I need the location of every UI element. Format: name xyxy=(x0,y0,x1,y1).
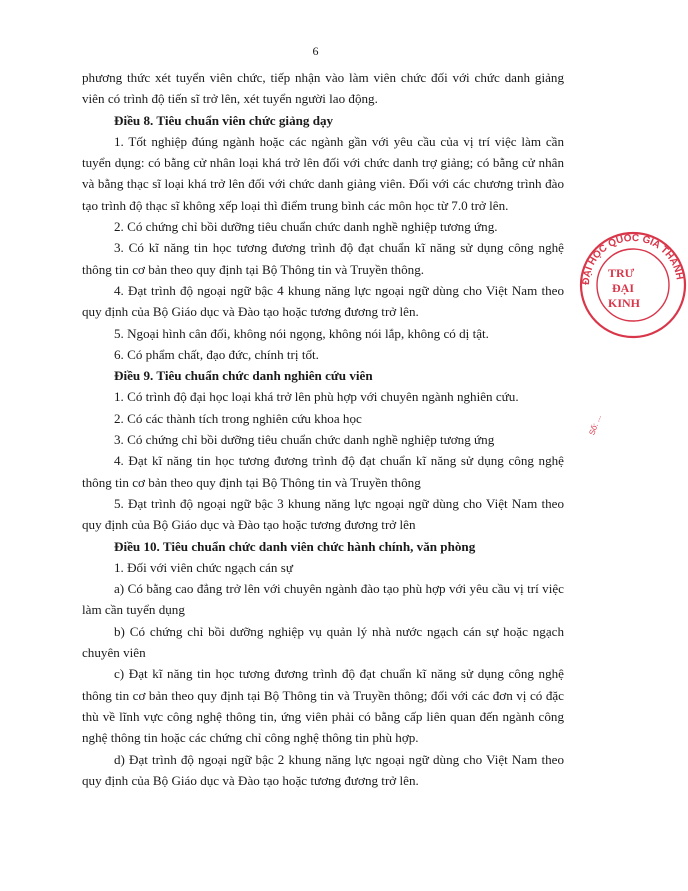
article-9-item-2: 2. Có các thành tích trong nghiên cứu khoa học xyxy=(114,410,362,426)
article-10-heading: Điều 10. Tiêu chuẩn chức danh viên chức hành chính, văn phòng xyxy=(114,538,476,554)
article-9-heading: Điều 9. Tiêu chuẩn chức danh nghiên cứu viên xyxy=(114,368,373,384)
article-9-item-3: 3. Có chứng chỉ bồi dưỡng tiêu chuẩn chức danh nghề nghiệp tương ứng xyxy=(114,432,495,448)
article-8-heading: Điều 8. Tiêu chuẩn viên chức giảng dạy xyxy=(114,112,334,128)
seal-inner-mid: ĐẠI xyxy=(612,281,635,295)
article-10-item-a: a) Có bằng cao đẳng trở lên với chuyên ngành đào tạo phù hợp với yêu cầu vị trí việc làm cần tuyển dụng xyxy=(82,581,564,618)
article-10-item-b: b) Có chứng chỉ bồi dưỡng nghiệp vụ quản lý nhà nước ngạch cán sự hoặc ngạch chuyên viên xyxy=(82,623,564,661)
seal-inner-bottom: KINH xyxy=(608,296,641,310)
article-10-sub-1: 1. Đối với viên chức ngạch cán sự xyxy=(114,559,293,575)
article-8-item-5: 5. Ngoại hình cân đối, không nói ngọng, không nói lắp, không có dị tật. xyxy=(114,325,489,341)
article-8-item-6: 6. Có phẩm chất, đạo đức, chính trị tốt. xyxy=(114,346,319,362)
article-8-item-1: 1. Tốt nghiệp đúng ngành hoặc các ngành gần với yêu cầu của vị trí việc làm cần tuyển dụng: có bằng cử nhân loại khá trở lên đối với chức danh trợ giảng; có bằng cử nhân và bằng thạc sĩ loại khá trở lên đối với chức danh giảng viên. Đối với các chương trình đào tạo trình độ thạc sĩ không xếp loại thì điểm trung bình các môn học từ 7.0 trở lên. xyxy=(82,133,564,213)
seal-inner-top: TRƯ xyxy=(608,266,635,280)
small-seal-text: Số: ... xyxy=(587,413,603,437)
article-10-item-d: d) Đạt trình độ ngoại ngữ bậc 2 khung năng lực ngoại ngữ dùng cho Việt Nam theo quy định của Bộ Giáo dục và Đào tạo hoặc tương đương trở lên. xyxy=(82,751,564,788)
article-10-item-c: c) Đạt kĩ năng tin học tương đương trình độ đạt chuẩn kĩ năng sử dụng công nghệ thông tin cơ bản theo quy định tại Bộ Thông tin và Truyền thông; đối với các đơn vị có đặc thù về lĩnh vực công nghệ thông tin, ứng viên phải có bằng cấp liên quan đến ngành công nghệ thông tin hoặc các chứng chỉ công nghệ thông tin phù hợp. xyxy=(82,666,564,746)
intro-paragraph: phương thức xét tuyển viên chức, tiếp nhận vào làm viên chức đối với chức danh giảng viên có trình độ tiến sĩ trở lên, xét tuyển người lao động. xyxy=(82,70,564,107)
article-8-item-3: 3. Có kĩ năng tin học tương đương trình độ đạt chuẩn kĩ năng sử dụng công nghệ thông tin cơ bản theo quy định tại Bộ Thông tin và Truyền thông. xyxy=(82,240,564,277)
article-9-item-4: 4. Đạt kĩ năng tin học tương đương trình độ đạt chuẩn kĩ năng sử dụng công nghệ thông tin cơ bản theo quy định tại Bộ Thông tin và Truyền thông xyxy=(82,453,564,490)
document-body xyxy=(82,67,564,791)
page-number: 6 xyxy=(312,44,319,58)
seal-ring-text: ĐẠI HỌC QUỐC GIA THÀNH xyxy=(580,232,685,286)
small-seal-mark xyxy=(586,400,646,460)
article-8-item-4: 4. Đạt trình độ ngoại ngữ bậc 4 khung năng lực ngoại ngữ dùng cho Việt Nam theo quy định của Bộ Giáo dục và Đào tạo hoặc tương đương trở lên. xyxy=(82,282,564,320)
official-seal-stamp xyxy=(578,230,688,340)
article-9-item-1: 1. Có trình độ đại học loại khá trở lên phù hợp với chuyên ngành nghiên cứu. xyxy=(114,389,519,405)
article-8-item-2: 2. Có chứng chỉ bồi dưỡng tiêu chuẩn chức danh nghề nghiệp tương ứng. xyxy=(114,219,498,235)
article-9-item-5: 5. Đạt trình độ ngoại ngữ bậc 3 khung năng lực ngoại ngữ dùng cho Việt Nam theo quy định của Bộ Giáo dục và Đào tạo hoặc tương đương trở lên xyxy=(82,495,564,533)
